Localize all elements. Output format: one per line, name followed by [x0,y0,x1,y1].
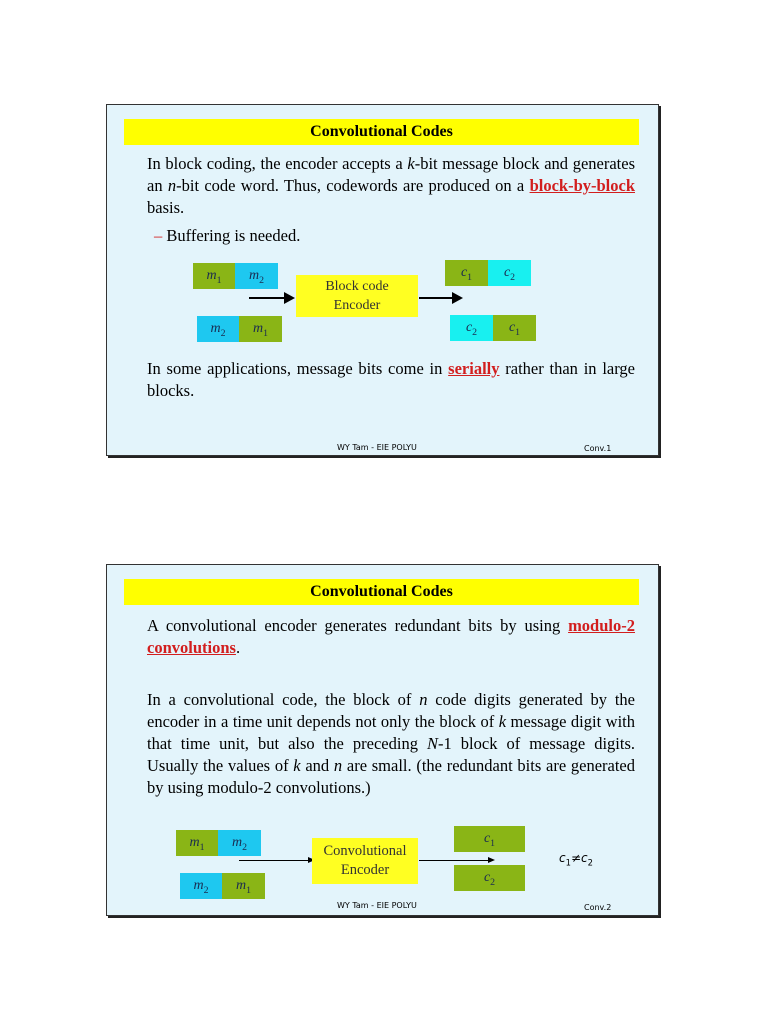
block-c1: $c_1$ [493,315,536,341]
var-N: N [427,734,439,753]
encoder-label: Encoder [333,298,381,313]
var-k: k [498,712,507,731]
text: are small. (the redundant bits are generated by using modulo-2 convolutions.) [147,756,635,797]
highlight-serially: serially [448,359,500,378]
convolutional-code-paragraph [147,689,635,799]
var-k: k [293,756,301,775]
text: -bit code word. Thus, codewords are produced on a [176,176,530,195]
text: -bit message block and generates an [147,154,635,195]
arrow-right-icon [239,860,309,861]
block-m2: $m_2$ [197,316,239,342]
block-m2: $m_2$ [218,830,261,856]
text: -1 block of message digits. Usually the values of [147,734,636,775]
bullet-buffering [154,225,642,247]
block-c2: $c_2$ [450,315,493,341]
arrow-right-icon [419,860,489,861]
encoder-label: Convolutional [323,843,407,859]
var-n: n [167,176,177,195]
slide-title: Convolutional Codes [124,119,639,145]
text: rather than in large blocks. [147,359,635,400]
var-n: n [419,690,428,709]
block-c2: $c_2$ [488,260,531,286]
bullet-text: Buffering is needed. [166,226,301,245]
block-code-encoder [296,275,418,317]
arrow-right-icon [419,297,453,299]
dash-icon: – [154,226,163,245]
arrow-right-icon [249,297,285,299]
text: In some applications, message bits come in [147,359,449,378]
text: A convolutional encoder generates redundant bits by using [147,616,569,635]
highlight-block-by-block: block-by-block [529,176,635,195]
text: code digits generated by the encoder in a time unit depends not only the block of [147,690,635,731]
footer-author: WY Tam - EIE POLYU [337,901,417,910]
encoder-label: Block code [325,279,389,294]
text: In block coding, the encoder accepts a [147,154,408,173]
text: . [235,638,241,657]
slide-2 [106,564,659,916]
block-c1: $c_1$ [454,826,525,852]
convolutional-encoder [312,838,418,884]
text: message digit with that time unit, but also the preceding [147,712,635,753]
text: basis. [147,198,185,217]
footer-author: WY Tam - EIE POLYU [337,443,417,452]
block-m1: $m_1$ [239,316,282,342]
inequality-label: $c_1\ne c_2$ [559,851,593,868]
block-m1: $m_1$ [193,263,235,289]
text: and [300,756,334,775]
slide-title: Convolutional Codes [124,579,639,605]
block-coding-paragraph [147,153,635,219]
encoder-label: Encoder [340,862,390,878]
block-c2: $c_2$ [454,865,525,891]
var-k: k [407,154,415,173]
block-c1: $c_1$ [445,260,488,286]
highlight-modulo-2: modulo-2 convolutions [147,616,635,657]
block-m1: $m_1$ [176,830,218,856]
block-m2: $m_2$ [180,873,222,899]
block-m2: $m_2$ [235,263,278,289]
slide-1 [106,104,659,456]
block-m1: $m_1$ [222,873,265,899]
serial-paragraph [147,358,635,402]
footer-page: Conv.2 [584,903,612,912]
encoder-intro-paragraph [147,615,635,659]
text: In a convolutional code, the block of [147,690,420,709]
var-n: n [333,756,343,775]
footer-page: Conv.1 [584,444,612,453]
